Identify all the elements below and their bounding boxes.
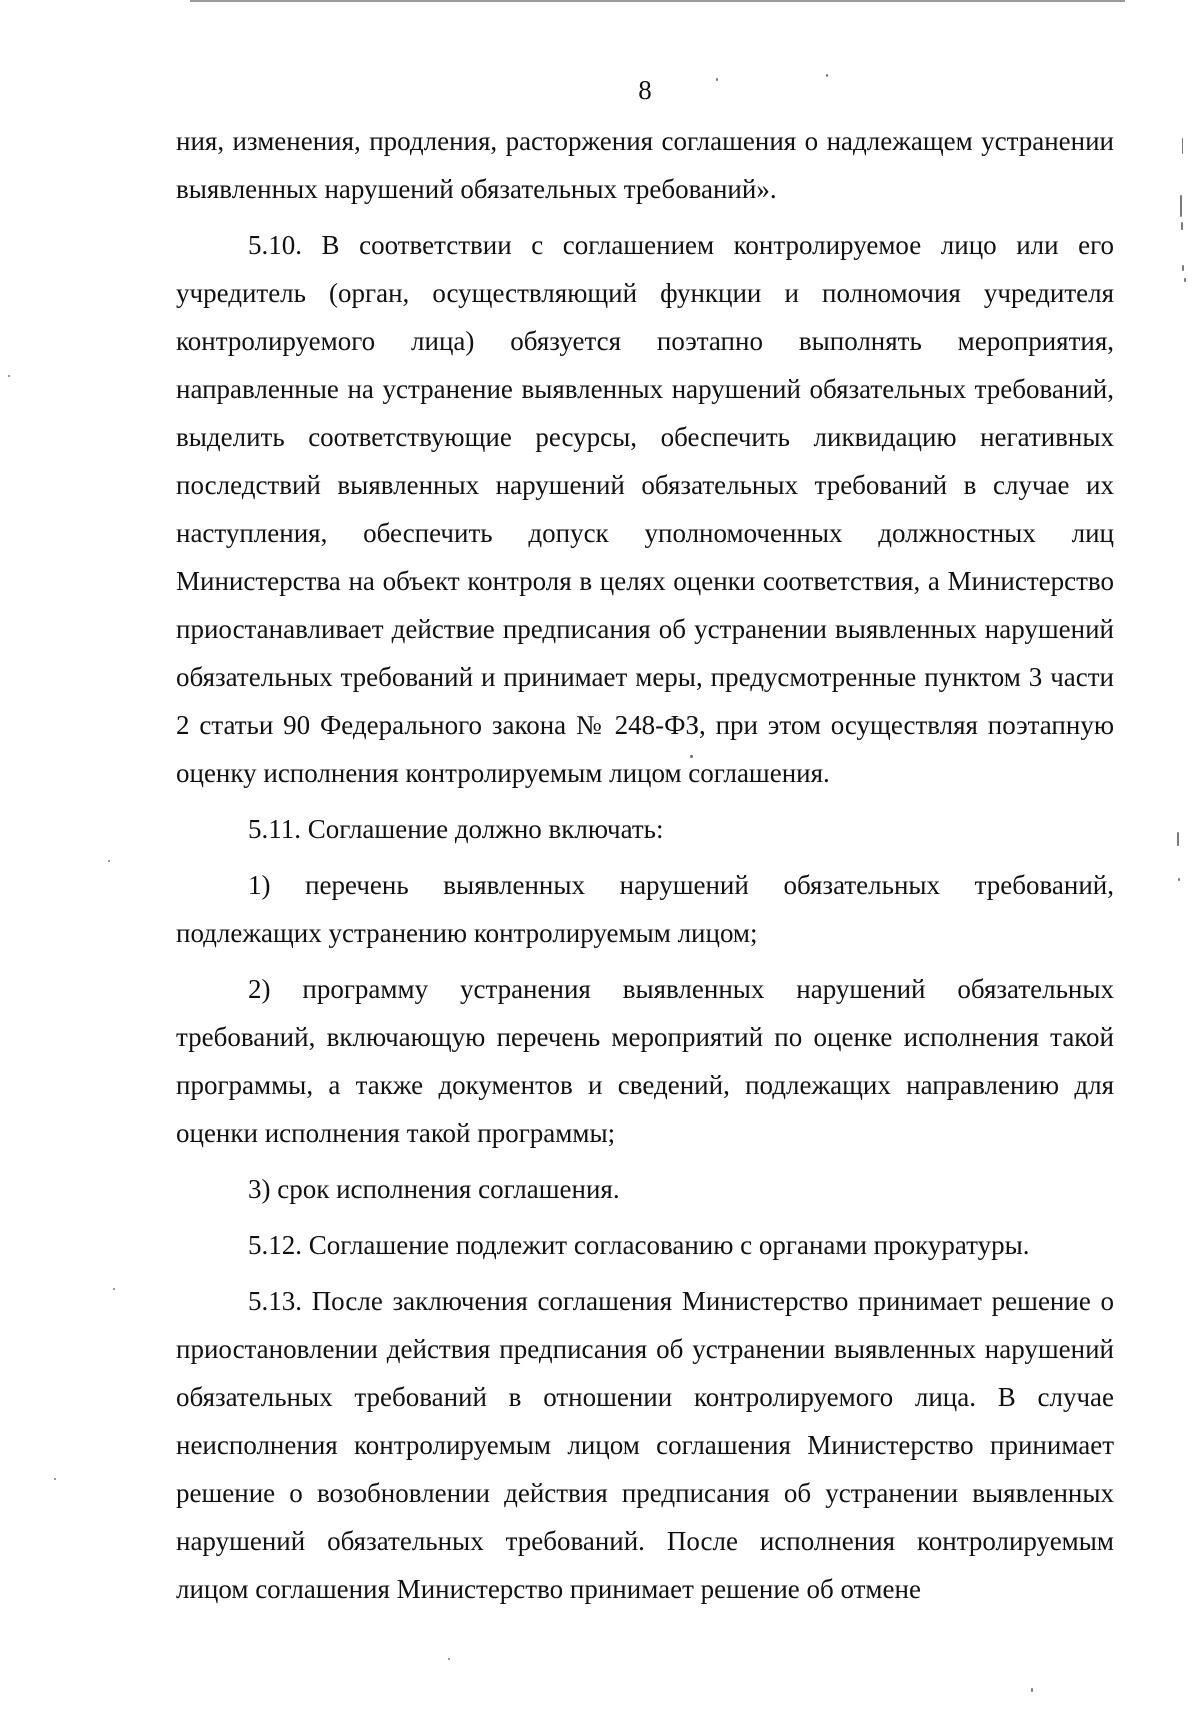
scan-mark	[1178, 878, 1180, 881]
paragraph-continuation: ния, изменения, продления, расторжения соглашения о надлежащем устранении выявленных нарушений обязательных требований».	[176, 126, 1114, 204]
scan-mark	[1031, 1688, 1033, 1692]
page-number: 8	[638, 75, 652, 105]
scan-mark	[826, 74, 828, 77]
paragraph-5-10: 5.10. В соответствии с соглашением контролируемое лицо или его учредитель (орган, осуществляющий функции и полномочия учредителя контролируемого лица) обязуется поэтапно выполнять мероприятия, направленные на устранение выявленных нарушений обязательных требований, выделить соответствующие ресурсы, обеспечить ликвидацию негативных последствий выявленных нарушений обязательных требований в случае их наступления, обеспечить допуск уполномоченных должностных лиц Министерства на объект контроля в целях оценки соответствия, а Министерство приостанавливает действие предписания об устранении выявленных нарушений обязательных требований и принимает меры, предусмотренные пунктом 3 части 2 статьи 90 Федерального закона № 248-ФЗ, при этом осуществляя поэтапную оценку исполнения контролируемым лицом соглашения.	[176, 230, 1114, 788]
scan-mark	[448, 1658, 450, 1660]
scan-mark	[1181, 222, 1183, 230]
scan-mark	[54, 1478, 56, 1480]
scan-top-edge	[190, 0, 1125, 2]
paragraph-5-11: 5.11. Соглашение должно включать:	[248, 814, 664, 844]
document-body	[176, 117, 1114, 1621]
scan-mark	[8, 375, 10, 377]
scan-mark	[1184, 278, 1186, 282]
list-item-1: 1) перечень выявленных нарушений обязательных требований, подлежащих устранению контролируемым лицом;	[176, 870, 1114, 948]
scan-mark	[716, 78, 718, 81]
scan-mark	[1182, 138, 1183, 154]
paragraph-5-13: 5.13. После заключения соглашения Министерство принимает решение о приостановлении действия предписания об устранении выявленных нарушений обязательных требований в отношении контролируемого лица. В случае неисполнения контролируемым лицом соглашения Министерство принимает решение о возобновлении действия предписания об устранении выявленных нарушений обязательных требований. После исполнения контролируемым лицом соглашения Министерство принимает решение об отмене	[176, 1286, 1114, 1604]
list-item-2: 2) программу устранения выявленных нарушений обязательных требований, включающую перечень мероприятий по оценке исполнения такой программы, а также документов и сведений, подлежащих направлению для оценки исполнения такой программы;	[176, 974, 1114, 1148]
scan-mark	[108, 860, 110, 862]
scan-mark	[690, 755, 693, 758]
scan-mark	[1177, 832, 1179, 846]
list-item-3: 3) срок исполнения соглашения.	[248, 1174, 620, 1204]
paragraph-5-12: 5.12. Соглашение подлежит согласованию с органами прокуратуры.	[248, 1230, 1030, 1260]
scan-mark	[1182, 265, 1184, 271]
scan-mark	[1180, 195, 1182, 217]
scan-mark	[113, 1288, 115, 1290]
